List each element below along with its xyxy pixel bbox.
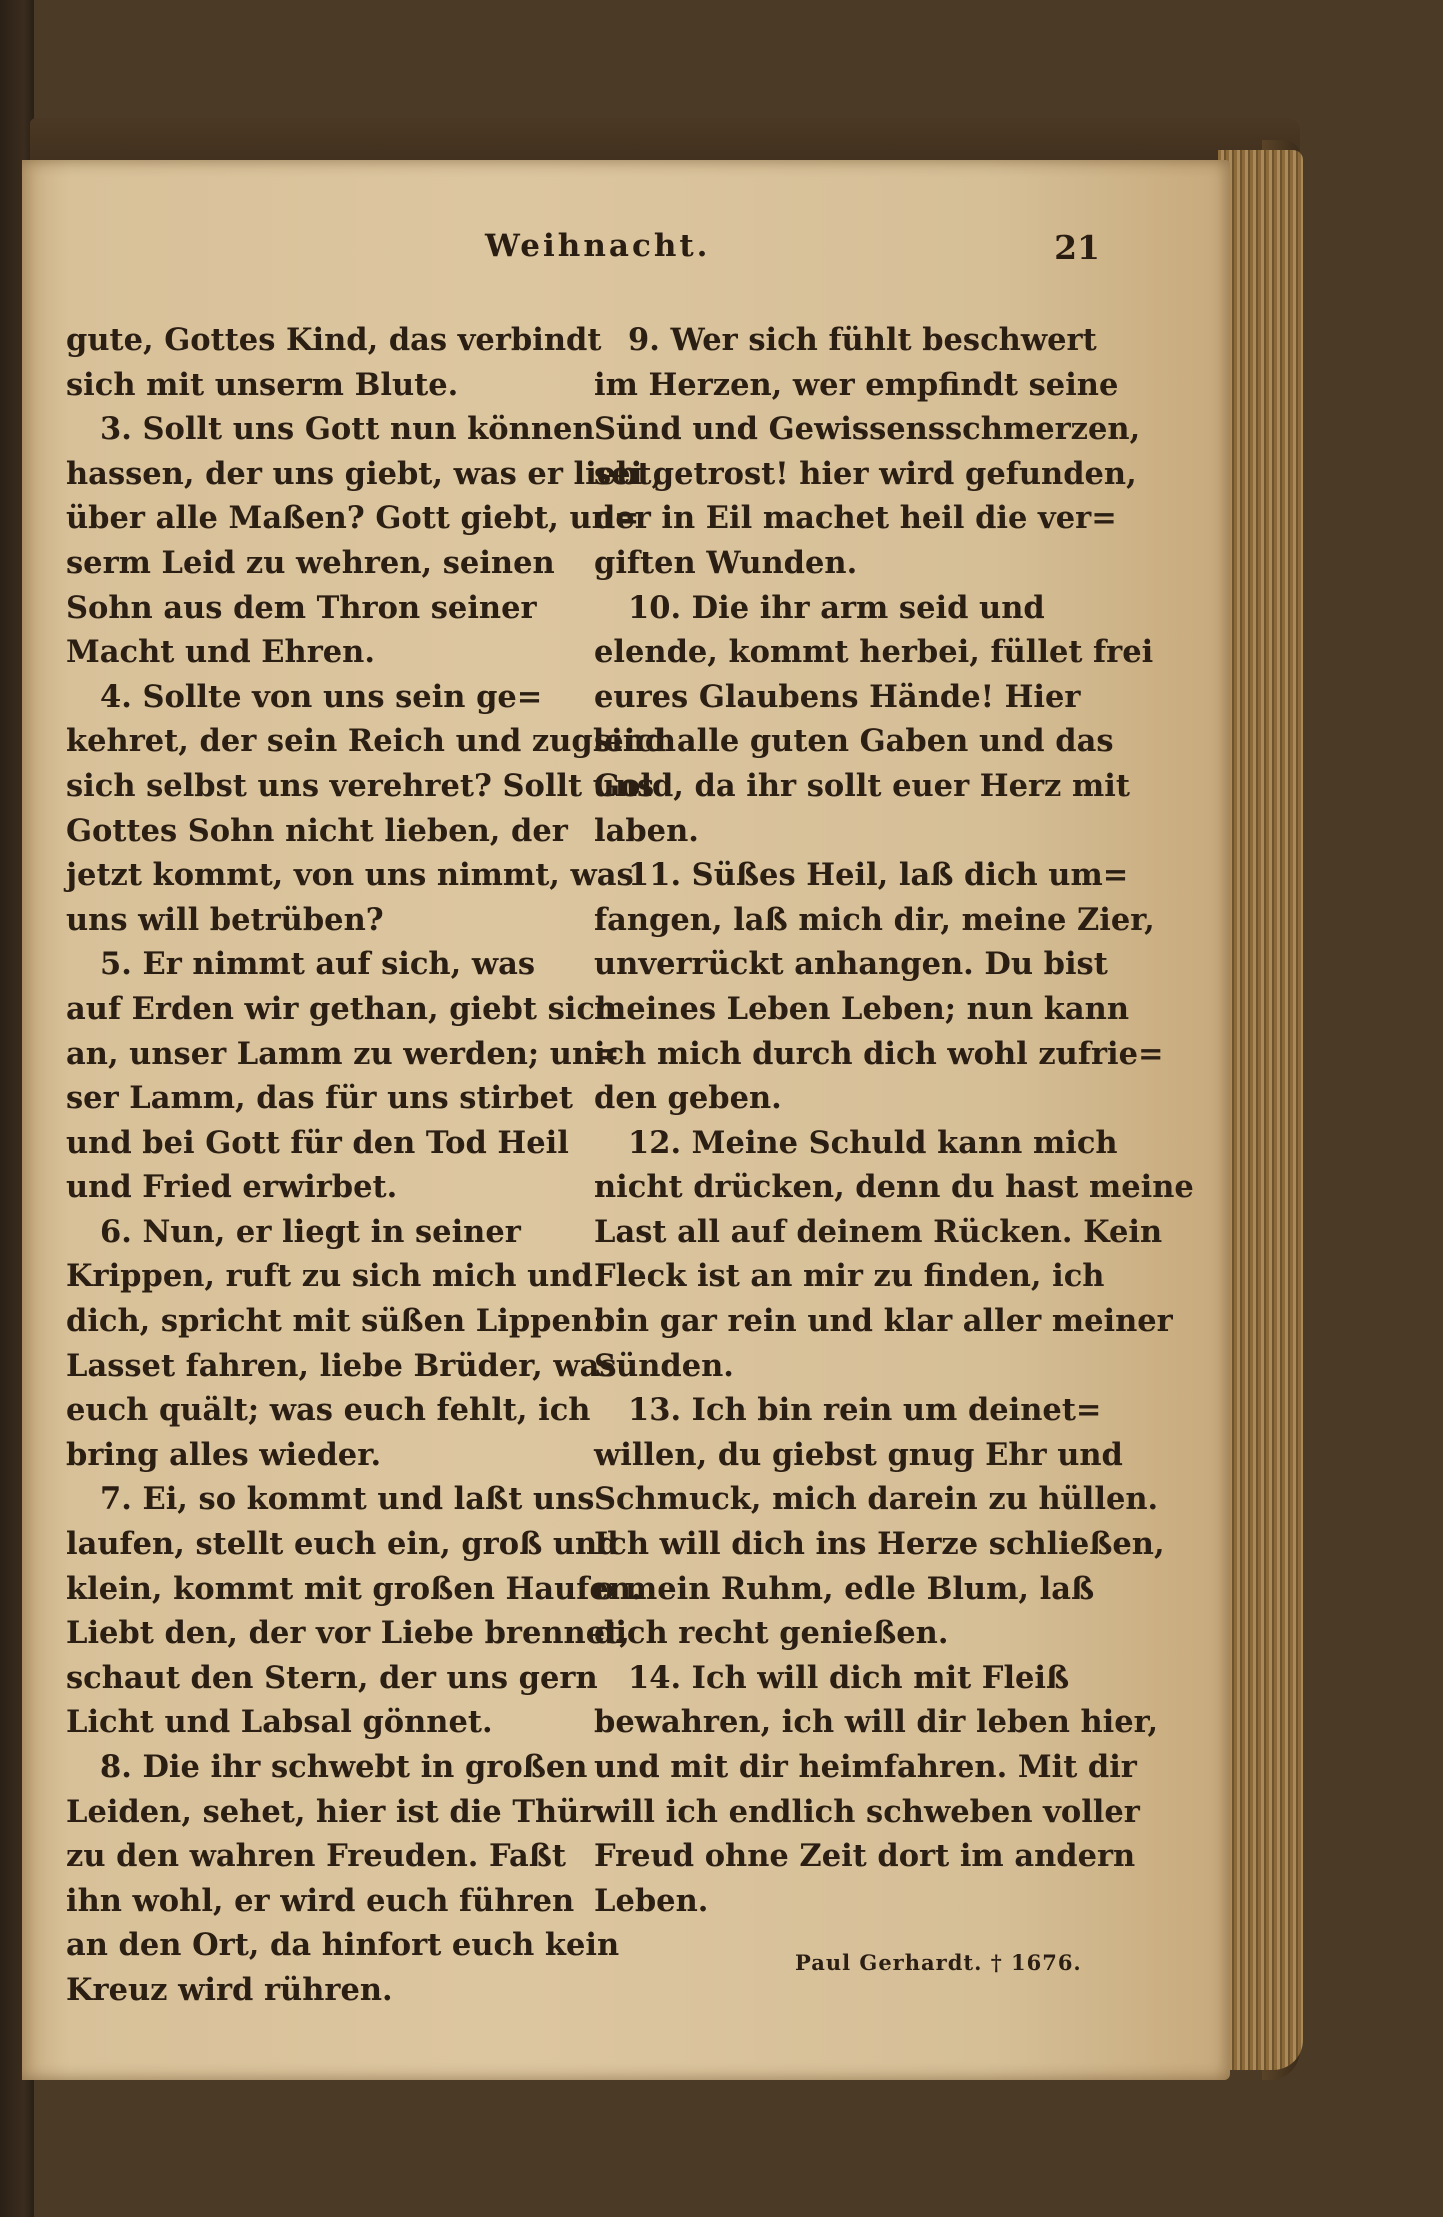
text-line: Sünden.	[594, 1347, 734, 1384]
text-line: meines Leben Leben; nun kann	[594, 990, 1130, 1027]
text-line: laufen, stellt euch ein, groß und	[66, 1526, 619, 1563]
text-line: Schmuck, mich darein zu hüllen.	[594, 1481, 1159, 1518]
text-line: ihn wohl, er wird euch führen	[66, 1882, 575, 1919]
text-line: Lasset fahren, liebe Brüder, was	[66, 1347, 617, 1384]
text-line: gute, Gottes Kind, das verbindt	[66, 322, 602, 358]
text-line: Gottes Sohn nicht lieben, der	[66, 812, 568, 849]
text-line: bring alles wieder.	[66, 1436, 382, 1473]
text-line: 10. Die ihr arm seid und	[628, 589, 1045, 626]
text-line: uns will betrüben?	[66, 901, 384, 938]
text-line: 12. Meine Schuld kann mich	[628, 1124, 1118, 1161]
text-line: unverrückt anhangen. Du bist	[594, 946, 1108, 983]
text-line: Licht und Labsal gönnet.	[66, 1704, 493, 1741]
text-line: ich mich durch dich wohl zufrie=	[594, 1035, 1164, 1072]
text-line: o mein Ruhm, edle Blum, laß	[594, 1570, 1095, 1607]
text-line: ser Lamm, das für uns stirbet	[66, 1080, 573, 1117]
text-line: 13. Ich bin rein um deinet=	[628, 1392, 1102, 1429]
right-text-column	[594, 318, 1194, 1923]
text-line: elende, kommt herbei, füllet frei	[594, 634, 1154, 671]
text-line: und bei Gott für den Tod Heil	[66, 1124, 569, 1161]
text-line: Fleck ist an mir zu finden, ich	[594, 1258, 1105, 1295]
text-line: 7. Ei, so kommt und laßt uns	[100, 1481, 595, 1518]
verse-block	[66, 318, 602, 407]
text-line: hassen, der uns giebt, was er liebt,	[66, 455, 663, 492]
text-line: laben.	[594, 812, 699, 849]
verse-block	[594, 318, 1141, 586]
verse-block	[594, 586, 1154, 854]
text-line: Leiden, sehet, hier ist die Thür	[66, 1793, 596, 1830]
text-line: sich mit unserm Blute.	[66, 366, 459, 403]
text-line: bewahren, ich will dir leben hier,	[594, 1704, 1159, 1741]
text-line: 8. Die ihr schwebt in großen	[100, 1749, 588, 1785]
text-line: willen, du giebst gnug Ehr und	[594, 1436, 1123, 1473]
text-line: und mit dir heimfahren. Mit dir	[594, 1749, 1137, 1785]
text-line: 14. Ich will dich mit Fleiß	[628, 1659, 1070, 1696]
text-line: Sohn aus dem Thron seiner	[66, 589, 537, 626]
text-line: 9. Wer sich fühlt beschwert	[628, 322, 1097, 358]
text-line: an den Ort, da hinfort euch kein	[66, 1927, 620, 1964]
verse-block	[594, 853, 1164, 1121]
text-line: Krippen, ruft zu sich mich und	[66, 1258, 593, 1295]
text-line: dich, spricht mit süßen Lippen:	[66, 1303, 605, 1340]
text-line: will ich endlich schweben voller	[594, 1793, 1140, 1830]
page-number: 21	[1054, 228, 1100, 267]
page-block-edge	[1218, 150, 1303, 2070]
text-line: euch quält; was euch fehlt, ich	[66, 1392, 591, 1429]
text-line: 3. Sollt uns Gott nun können	[100, 411, 595, 448]
text-line: der in Eil machet heil die ver=	[594, 500, 1117, 537]
text-line: 5. Er nimmt auf sich, was	[100, 946, 536, 983]
text-line: kehret, der sein Reich und zugleich	[66, 723, 677, 760]
text-line: Leben.	[594, 1882, 709, 1919]
verse-block	[66, 407, 663, 675]
text-line: Ich will dich ins Herze schließen,	[594, 1526, 1165, 1563]
text-line: serm Leid zu wehren, seinen	[66, 544, 555, 581]
text-line: Sünd und Gewissensschmerzen,	[594, 411, 1141, 448]
text-line: klein, kommt mit großen Haufen.	[66, 1570, 642, 1607]
verse-block	[66, 1745, 620, 2013]
verse-block	[66, 942, 620, 1210]
text-line: sei getrost! hier wird gefunden,	[594, 455, 1137, 492]
text-line: den geben.	[594, 1080, 782, 1117]
text-line: eures Glaubens Hände! Hier	[594, 678, 1081, 715]
text-line: dich recht genießen.	[594, 1615, 949, 1652]
text-line: im Herzen, wer empfindt seine	[594, 366, 1119, 403]
verse-block	[66, 1477, 642, 1745]
text-line: 4. Sollte von uns sein ge=	[100, 678, 543, 715]
text-line: Macht und Ehren.	[66, 634, 375, 671]
author-attribution: Paul Gerhardt. † 1676.	[795, 1950, 1082, 1975]
text-line: an, unser Lamm zu werden; un=	[66, 1035, 620, 1072]
text-line: Liebt den, der vor Liebe brennet,	[66, 1615, 630, 1652]
text-line: nicht drücken, denn du hast meine	[594, 1169, 1194, 1206]
text-line: über alle Maßen? Gott giebt, un=	[66, 500, 640, 537]
text-line: 6. Nun, er liegt in seiner	[100, 1213, 521, 1250]
text-line: giften Wunden.	[594, 544, 858, 581]
text-line: jetzt kommt, von uns nimmt, was	[66, 857, 634, 894]
text-line: zu den wahren Freuden. Faßt	[66, 1838, 567, 1875]
text-line: schaut den Stern, der uns gern	[66, 1659, 598, 1696]
text-line: auf Erden wir gethan, giebt sich	[66, 990, 618, 1027]
verse-block	[594, 1121, 1194, 1389]
text-line: und Fried erwirbet.	[66, 1169, 398, 1206]
text-line: 11. Süßes Heil, laß dich um=	[628, 857, 1129, 894]
text-line: fangen, laß mich dir, meine Zier,	[594, 901, 1155, 938]
text-line: sich selbst uns verehret? Sollt uns	[66, 767, 655, 804]
text-line: Kreuz wird rühren.	[66, 1971, 393, 2008]
verse-block	[594, 1656, 1159, 1924]
verse-block	[66, 1210, 617, 1478]
verse-block	[594, 1388, 1165, 1656]
text-line: bin gar rein und klar aller meiner	[594, 1303, 1173, 1340]
text-line: sind alle guten Gaben und das	[594, 723, 1114, 760]
text-line: Last all auf deinem Rücken. Kein	[594, 1213, 1163, 1250]
text-line: Gold, da ihr sollt euer Herz mit	[594, 767, 1130, 804]
running-header-title: Weihnacht.	[485, 228, 711, 264]
text-line: Freud ohne Zeit dort im andern	[594, 1838, 1136, 1875]
